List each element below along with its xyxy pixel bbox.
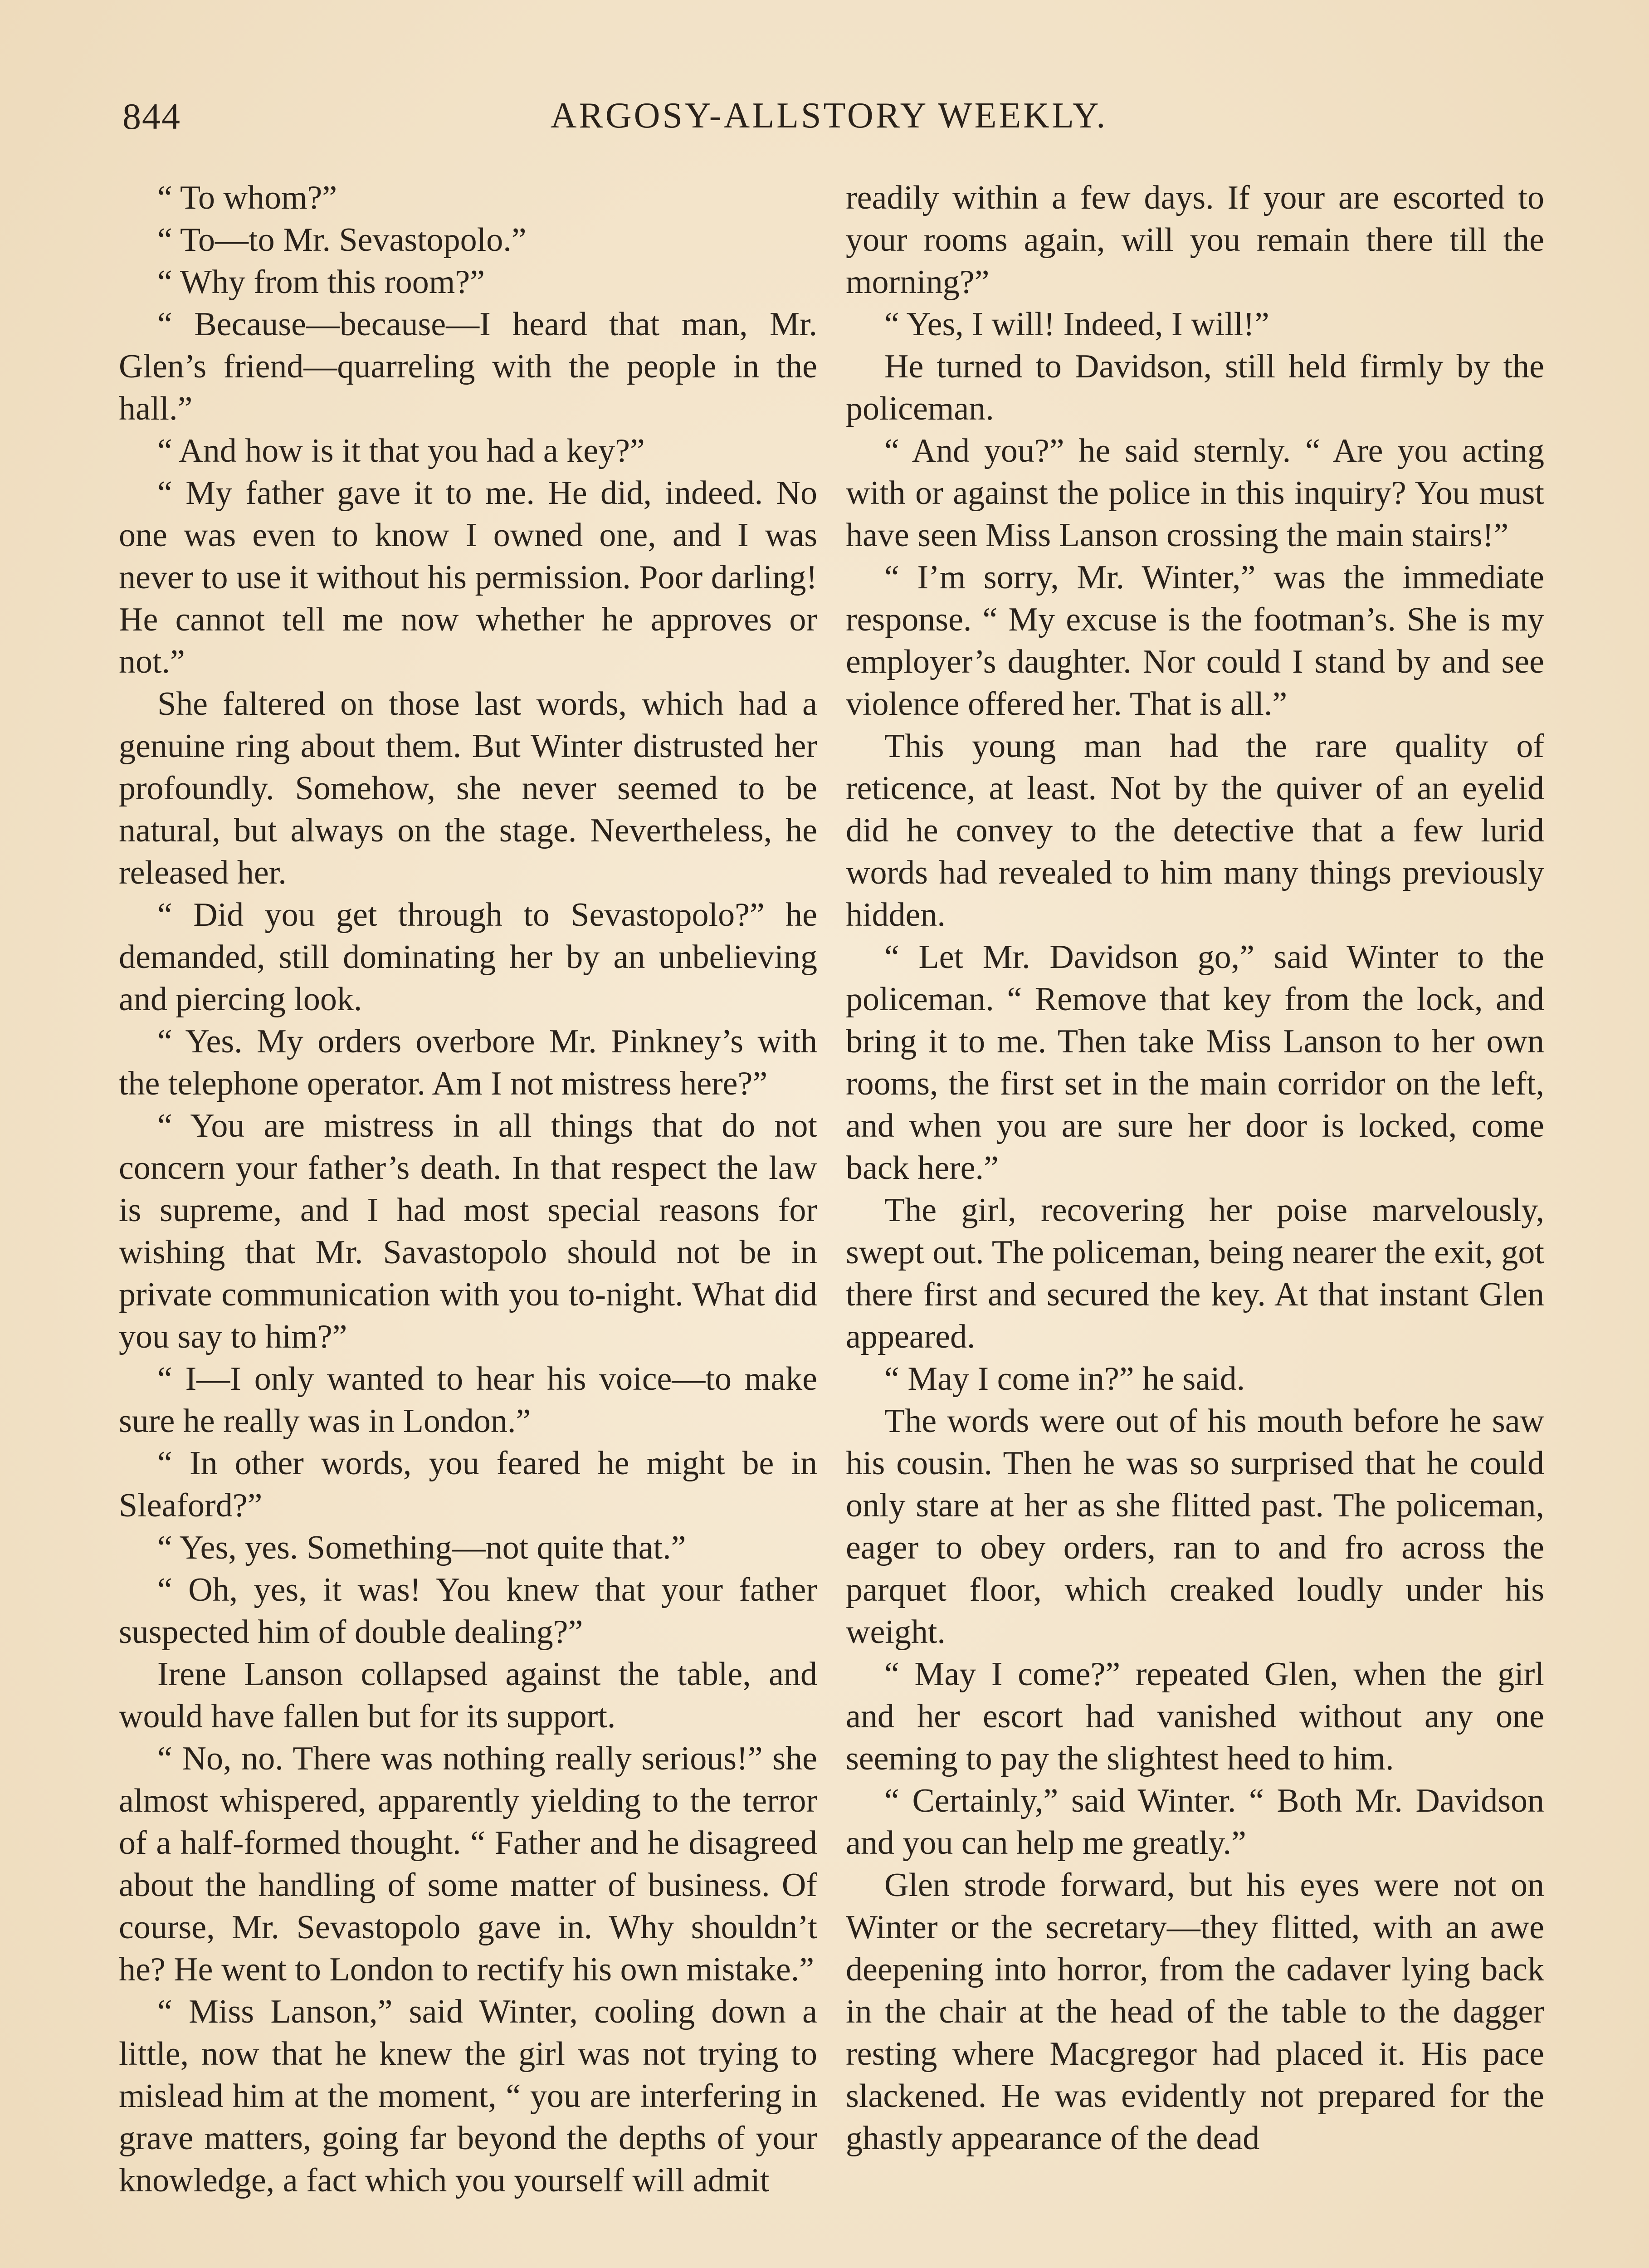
paragraph: “ And you?” he said sternly. “ Are you acting with or against the police in this inquiry? You must have seen Miss Lanson crossing the main stairs!” [846, 432, 1544, 554]
paragraph: “ Let Mr. Davidson go,” said Winter to the policeman. “ Remove that key from the lock, and bring it to me. Then take Miss Lanson to her own rooms, the first set in the main corridor on the left, and when you are sure her door is locked, come back here.” [846, 938, 1544, 1187]
paragraph: “ And how is it that you had a key?” [157, 432, 645, 469]
paragraph: “ I’m sorry, Mr. Winter,” was the immediate response. “ My excuse is the footman’s. She is my employer’s daughter. Nor could I stand by and see violence offered her. That is all.” [846, 559, 1544, 723]
paragraph: “ You are mistress in all things that do not concern your father’s death. In that respect the law is supreme, and I had most special reasons for wishing that Mr. Savastopolo should not be in private communication with you to-night. What did you say to him?” [119, 1107, 817, 1355]
page-header [122, 95, 1536, 154]
paragraph: “ To—to Mr. Sevastopolo.” [157, 221, 527, 259]
paragraph: This young man had the rare quality of reticence, at least. Not by the quiver of an eyelid did he convey to the detective that a few lurid words had revealed to him many things previously hidden. [846, 728, 1544, 934]
paragraph: “ Yes. My orders overbore Mr. Pinkney’s with the telephone operator. Am I not mistress here?” [119, 1023, 817, 1102]
paragraph: “ Why from this room?” [157, 264, 485, 301]
paragraph: “ Did you get through to Sevastopolo?” he demanded, still dominating her by an unbelieving and piercing look. [119, 896, 817, 1018]
paragraph: “ I—I only wanted to hear his voice—to make sure he really was in London.” [119, 1360, 817, 1440]
paragraph: “ Oh, yes, it was! You knew that your father suspected him of double dealing?” [119, 1571, 817, 1651]
paragraph: The girl, recovering her poise marvelously, swept out. The policeman, being nearer the exit, got there first and secured the key. At that instant Glen appeared. [846, 1192, 1544, 1355]
paragraph: Irene Lanson collapsed against the table, and would have fallen but for its support. [119, 1656, 817, 1735]
left-column [119, 177, 817, 2202]
paragraph: “ Yes, I will! Indeed, I will!” [884, 306, 1269, 343]
paragraph: Glen strode forward, but his eyes were not on Winter or the secretary—they flitted, with an awe deepening into horror, from the cadaver lying back in the chair at the head of the table to the dagger resting where Macgregor had placed it. His pace slackened. He was evidently not prepared for the ghastly appearance of the dead [846, 1867, 1544, 2157]
paragraph: She faltered on those last words, which had a genuine ring about them. But Winter distrusted her profoundly. Somehow, she never seemed to be natural, but always on the stage. Nevertheless, he released her. [119, 685, 817, 891]
paragraph: “ Miss Lanson,” said Winter, cooling down a little, now that he knew the girl was not trying to mislead him at the moment, “ you are interfering in grave matters, going far beyond the depths of your knowledge, a fact which you yourself will admit [119, 1993, 817, 2199]
paragraph-continued: readily within a few days. If your are escorted to your rooms again, will you remain there till the morning?” [846, 179, 1544, 301]
paragraph: The words were out of his mouth before he saw his cousin. Then he was so surprised that he could only stare at her as she flitted past. The policeman, eager to obey orders, ran to and fro across the parquet floor, which creaked loudly under his weight. [846, 1403, 1544, 1651]
paragraph: “ Certainly,” said Winter. “ Both Mr. Davidson and you can help me greatly.” [846, 1782, 1544, 1862]
paragraph: “ No, no. There was nothing really serious!” she almost whispered, apparently yielding to the terror of a half-formed thought. “ Father and he disagreed about the handling of some matter of business. Of course, Mr. Sevastopolo gave in. Why shouldn’t he? He went to London to rectify his own mistake.” [119, 1740, 817, 1988]
paragraph: “ In other words, you feared he might be in Sleaford?” [119, 1445, 817, 1524]
paragraph: “ My father gave it to me. He did, indeed. No one was even to know I owned one, and I was never to use it without his permission. Poor darling! He cannot tell me now whether he approves or not.” [119, 474, 817, 680]
running-head: ARGOSY-ALLSTORY WEEKLY. [550, 96, 1108, 136]
right-column [846, 177, 1544, 2160]
page-number: 844 [122, 96, 181, 137]
paragraph: “ Because—because—I heard that man, Mr. Glen’s friend—quarreling with the people in the hall.” [119, 306, 817, 427]
paragraph: He turned to Davidson, still held firmly by the policeman. [846, 348, 1544, 427]
paragraph: “ May I come in?” he said. [884, 1360, 1245, 1398]
paragraph: “ May I come?” repeated Glen, when the girl and her escort had vanished without any one seeming to pay the slightest heed to him. [846, 1656, 1544, 1777]
paragraph: “ To whom?” [157, 179, 337, 216]
paragraph: “ Yes, yes. Something—not quite that.” [157, 1529, 686, 1566]
